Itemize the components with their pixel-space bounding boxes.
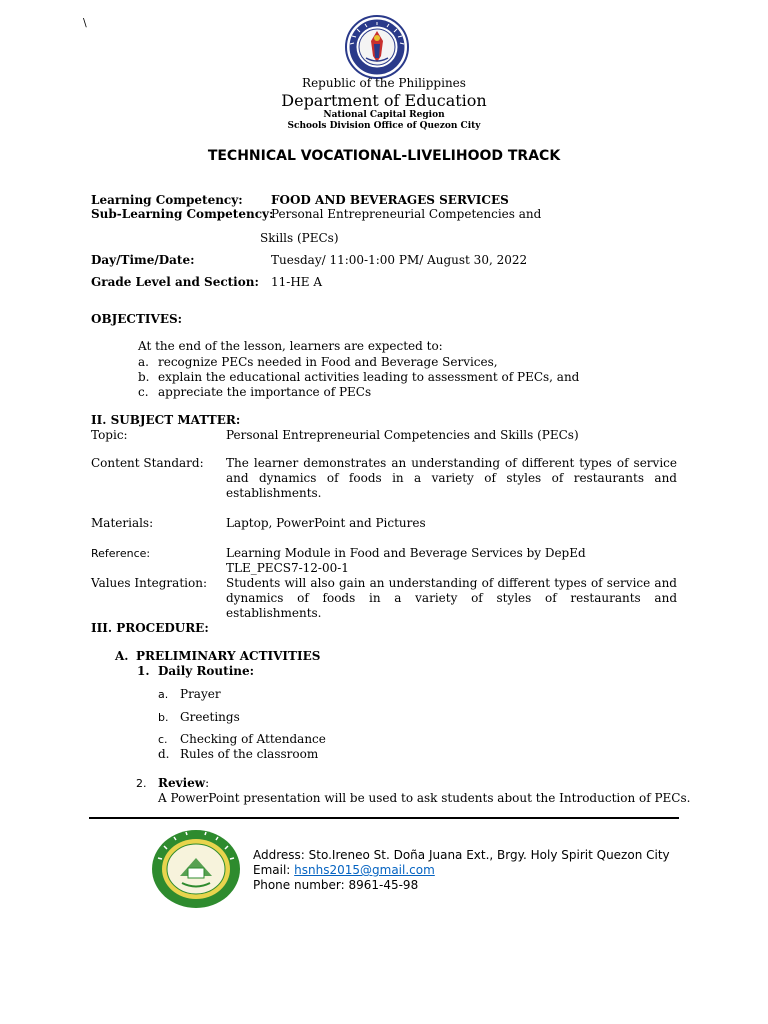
school-seal-logo [150,828,242,910]
department-title: Department of Education [281,91,487,110]
email-label: Email: [253,863,295,877]
day-time-date-label: Day/Time/Date: [91,253,195,267]
division-line: Schools Division Office of Quezon City [287,121,481,131]
sub-learning-competency-value-cont: Skills (PECs) [260,231,339,245]
materials-label: Materials: [91,516,154,530]
reference-label: Reference: [91,547,151,560]
subject-matter-heading: II. SUBJECT MATTER: [91,413,241,427]
objectives-heading: OBJECTIVES: [91,312,183,326]
region-line: National Capital Region [323,110,445,120]
objective-item: appreciate the importance of PECs [158,385,372,399]
reference-value: Learning Module in Food and Beverage Services by DepEd [226,546,586,560]
grade-level-label: Grade Level and Section: [91,275,259,289]
values-integration-value: Students will also gain an understanding of different types of service and dynamics of foods in a variety of styles of restaurants and establishments. [226,576,677,620]
school-email [253,863,435,877]
review-description: A PowerPoint presentation will be used to ask students about the Introduction of PECs. [158,791,691,805]
learning-competency-label: Learning Competency: [91,193,243,207]
school-phone: Phone number: 8961-45-98 [253,878,419,892]
grade-level-value: 11-HE A [271,275,323,289]
review-heading [158,776,209,790]
review-colon: : [205,776,210,790]
objective-item: recognize PECs needed in Food and Beverage Services, [158,355,498,369]
topic-label: Topic: [91,428,128,442]
routine-marker: b. [158,711,169,724]
routine-item: Prayer [180,687,221,701]
routine-item: Checking of Attendance [180,732,326,746]
review-label: Review [158,776,206,790]
values-integration-label: Values Integration: [91,576,207,590]
deped-seal-logo [336,14,418,80]
sub-learning-competency-label: Sub-Learning Competency: [91,207,274,221]
sub-learning-competency-value: Personal Entrepreneurial Competencies and [271,207,542,221]
review-marker: 2. [136,777,147,790]
topic-value: Personal Entrepreneurial Competencies and Skills (PECs) [226,428,579,442]
content-standard-label: Content Standard: [91,456,204,470]
objective-item: explain the educational activities leading to assessment of PECs, and [158,370,580,384]
day-time-date-value: Tuesday/ 11:00-1:00 PM/ August 30, 2022 [271,253,528,267]
content-standard-value: The learner demonstrates an understanding of different types of service and dynamics of foods in a variety of styles of restaurants and establishments. [226,456,677,500]
email-link[interactable]: hsnhs2015@gmail.com [294,863,435,877]
objective-marker: b. [138,370,150,384]
stray-mark: \ [83,16,87,29]
objectives-intro: At the end of the lesson, learners are expected to: [138,339,443,353]
track-title: TECHNICAL VOCATIONAL-LIVELIHOOD TRACK [207,148,561,164]
objective-marker: a. [138,355,149,369]
preliminary-activities-heading: PRELIMINARY ACTIVITIES [136,649,321,663]
routine-marker: a. [158,688,169,701]
daily-routine-heading: Daily Routine: [158,664,255,678]
section-a-marker: A. [115,649,129,663]
routine-marker: d. [158,747,170,761]
routine-item: Rules of the classroom [180,747,319,761]
republic-line: Republic of the Philippines [302,76,466,90]
objective-marker: c. [138,385,149,399]
materials-value: Laptop, PowerPoint and Pictures [226,516,426,530]
footer-divider [89,817,679,819]
routine-marker: c. [158,733,168,746]
routine-item: Greetings [180,710,240,724]
reference-code: TLE_PECS7-12-00-1 [226,561,349,575]
school-address: Address: Sto.Ireneo St. Doña Juana Ext., Brgy. Holy Spirit Quezon City [253,848,670,862]
procedure-heading: III. PROCEDURE: [91,621,209,635]
daily-routine-marker: 1. [137,664,150,678]
learning-competency-value: FOOD AND BEVERAGES SERVICES [271,193,509,207]
